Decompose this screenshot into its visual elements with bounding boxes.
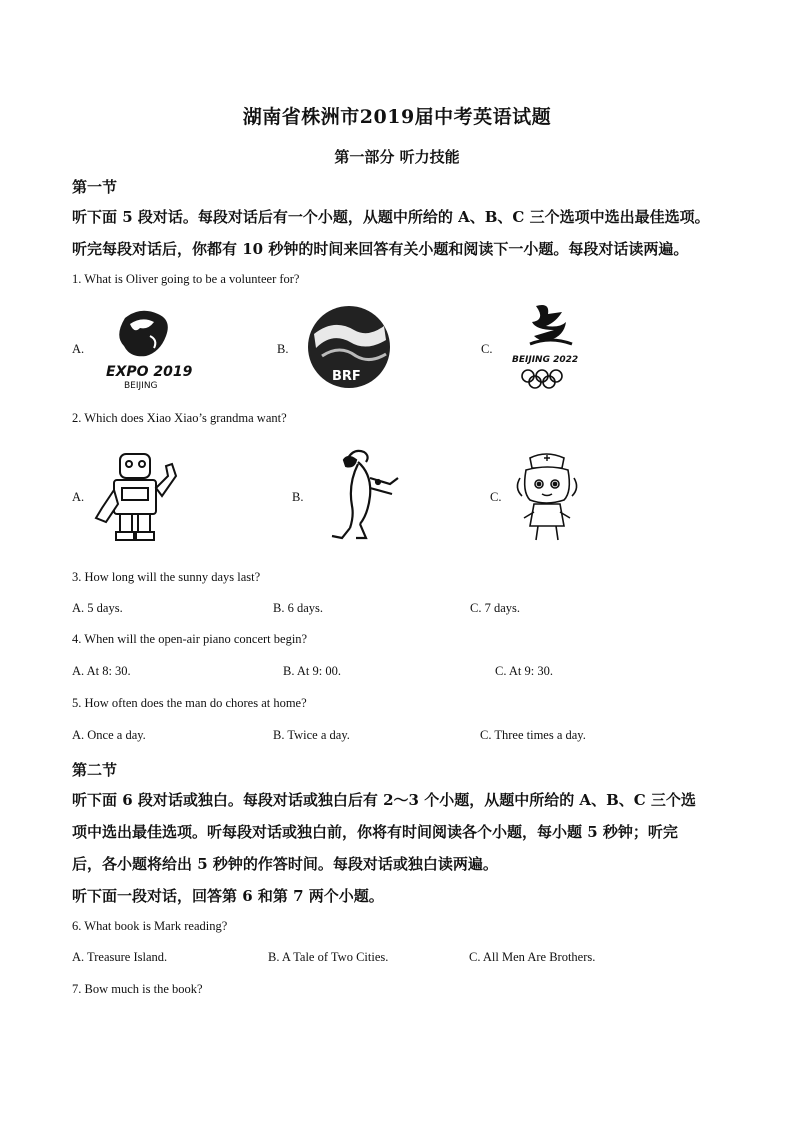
page-title: 湖南省株洲市2019届中考英语试题 [242, 106, 552, 128]
section-1-heading: 第一节 [72, 178, 118, 196]
q6-option-b: B. A Tale of Two Cities. [268, 950, 389, 964]
q2-option-b-label: B. [292, 490, 304, 504]
q1-option-c-label: C. [481, 342, 493, 356]
section-2-heading: 第二节 [72, 761, 118, 779]
q4-option-c: C. At 9: 30. [495, 664, 553, 678]
q1-option-b-label: B. [277, 342, 289, 356]
q5-option-a: A. Once a day. [72, 728, 146, 742]
dancing-dog-image [318, 444, 408, 544]
instruction-line: 听下面 5 段对话。每段对话后有一个小题，从题中所给的 A、B、C 三个选项中选出最佳选项。 [72, 208, 710, 226]
q2-option-c-label: C. [490, 490, 502, 504]
question-1: 1. What is Oliver going to be a volunteer for? [72, 272, 300, 286]
sub-instruction: 听下面一段对话，回答第 6 和第 7 两个小题。 [72, 887, 384, 905]
expo-logo-subtext: BEIJING [124, 381, 158, 391]
section-2-instructions [72, 784, 732, 912]
q1-option-a-label: A. [72, 342, 85, 356]
question-5: 5. How often does the man do chores at home? [72, 696, 307, 710]
beijing-2022-logo-image [506, 300, 596, 392]
instruction-line: 听完每段对话后，你都有 10 秒钟的时间来回答有关小题和阅读下一小题。每段对话读两遍。 [72, 240, 689, 258]
brf-logo-image [304, 304, 394, 390]
q4-option-a: A. At 8: 30. [72, 664, 131, 678]
question-7: 7. Bow much is the book? [72, 982, 203, 996]
instruction-line: 后，各小题将给出 5 秒钟的作答时间。每段对话或独白读两遍。 [72, 855, 498, 873]
q3-option-a: A. 5 days. [72, 601, 123, 615]
toy-robot-image [92, 448, 182, 544]
expo-2019-logo-image [100, 306, 192, 392]
question-3: 3. How long will the sunny days last? [72, 570, 261, 584]
brf-logo-text: BRF [332, 369, 361, 384]
olympic-rings-icon [522, 370, 562, 388]
beijing-2022-text: BEIJING 2022 [512, 355, 579, 365]
q4-option-b: B. At 9: 00. [283, 664, 341, 678]
part-subtitle: 第一部分 听力技能 [334, 148, 460, 166]
question-6: 6. What book is Mark reading? [72, 919, 228, 933]
q6-option-c: C. All Men Are Brothers. [469, 950, 596, 964]
nurse-doll-image [512, 448, 582, 544]
q5-option-b: B. Twice a day. [273, 728, 350, 742]
question-4: 4. When will the open-air piano concert begin? [72, 632, 308, 646]
q3-option-c: C. 7 days. [470, 601, 520, 615]
question-2: 2. Which does Xiao Xiao’s grandma want? [72, 411, 287, 425]
q3-option-b: B. 6 days. [273, 601, 323, 615]
section-1-instructions [72, 201, 732, 265]
instruction-line: 听下面 6 段对话或独白。每段对话或独白后有 2～3 个小题，从题中所给的 A、B、C 三个选 [72, 791, 696, 809]
q6-option-a: A. Treasure Island. [72, 950, 168, 964]
expo-logo-text: EXPO 2019 [106, 364, 192, 380]
q2-option-a-label: A. [72, 490, 85, 504]
instruction-line: 项中选出最佳选项。听每段对话或独白前，你将有时间阅读各个小题，每小题 5 秒钟；听完 [72, 823, 678, 841]
q5-option-c: C. Three times a day. [480, 728, 586, 742]
